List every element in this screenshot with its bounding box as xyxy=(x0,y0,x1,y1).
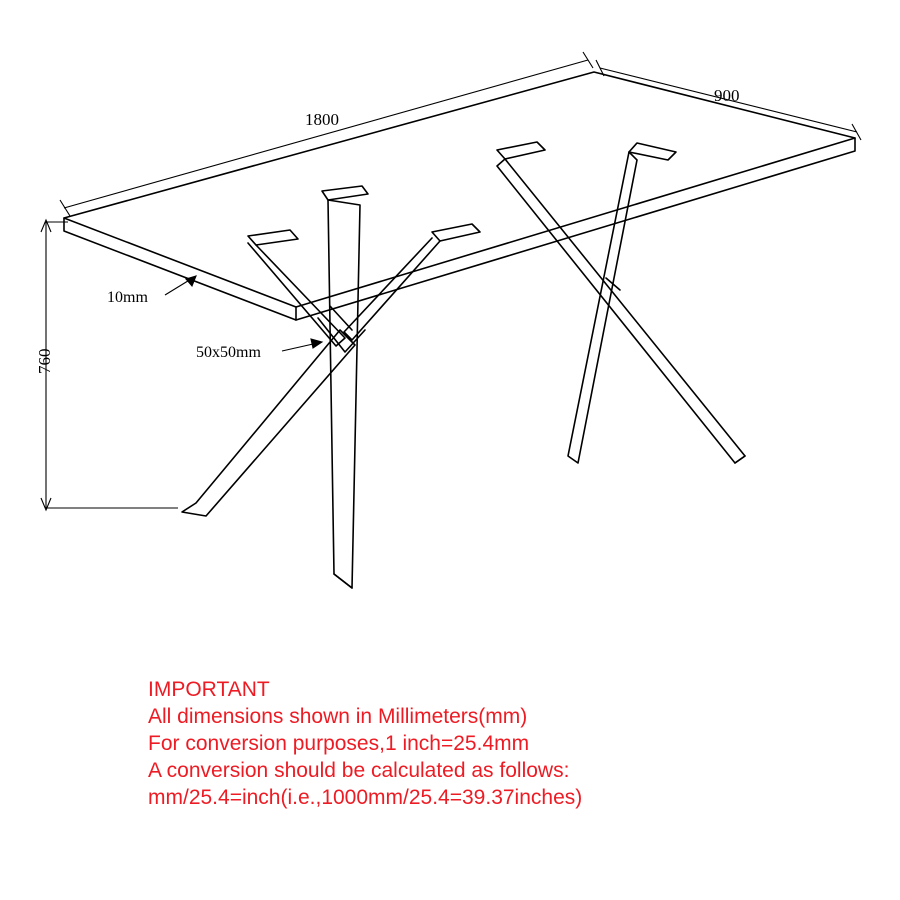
notes-line-3: A conversion should be calculated as follows: xyxy=(148,759,570,782)
right-leg-assembly xyxy=(497,142,745,463)
notes-line-2: For conversion purposes,1 inch=25.4mm xyxy=(148,732,530,755)
dimension-lines xyxy=(41,52,861,510)
notes-heading: IMPORTANT xyxy=(148,678,270,701)
dimension-label-glass-thickness: 10mm xyxy=(107,289,148,306)
dimension-label-height: 760 xyxy=(35,348,54,374)
dimension-label-leg-profile: 50x50mm xyxy=(196,344,261,361)
dimension-label-length: 1800 xyxy=(305,110,339,129)
dimension-label-width: 900 xyxy=(714,86,740,105)
notes-line-1: All dimensions shown in Millimeters(mm) xyxy=(148,705,528,728)
important-notes xyxy=(148,676,768,811)
glass-top-shape xyxy=(64,72,855,320)
notes-line-4: mm/25.4=inch(i.e.,1000mm/25.4=39.37inches) xyxy=(148,786,583,809)
left-leg-assembly xyxy=(182,186,480,588)
